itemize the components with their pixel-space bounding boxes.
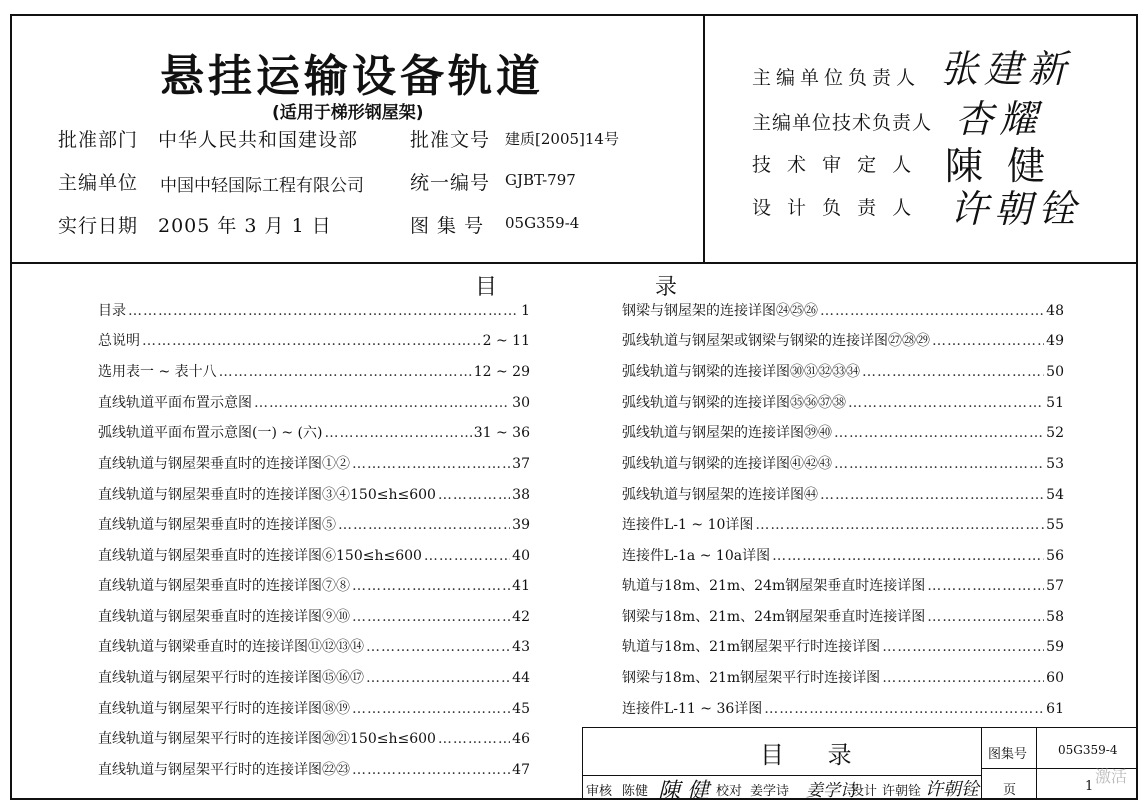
effective-date: 2005 年 3 月 1 日: [158, 215, 332, 237]
leader-dots: [128, 303, 519, 319]
toc-entry-title: 连接件L-11 ~ 36详图: [622, 701, 763, 717]
toc-entry-title: 弧线轨道与钢梁的连接详图㉚㉛㉜㉝㉞: [622, 364, 860, 380]
toc-entry-title: 直线轨道平面布置示意图: [98, 395, 252, 411]
toc-entry-title: 弧线轨道与钢屋架的连接详图㊴㊵: [622, 425, 832, 441]
design-label: 设计: [851, 784, 878, 799]
toc-entry-page: 55: [1046, 517, 1064, 533]
atlas-no-label: 图 集 号: [410, 215, 485, 237]
toc-entry-title: 弧线轨道与钢梁的连接详图㉟㊱㊲㊳: [622, 395, 846, 411]
toc-entry[interactable]: [98, 392, 530, 416]
toc-entry-page: 37: [512, 456, 530, 472]
toc-entry-page: 12 ~ 29: [473, 364, 530, 380]
toc-entry-title: 钢梁与18m、21m、24m钢屋架垂直时连接详图: [622, 609, 926, 625]
review-name: 陈健: [622, 784, 649, 799]
leader-dots: [834, 425, 1044, 441]
toc-entry-page: 49: [1046, 333, 1064, 349]
toc-entry-page: 47: [512, 762, 530, 778]
toc-entry[interactable]: [98, 698, 530, 722]
toc-entry-page: 51: [1046, 395, 1064, 411]
leader-dots: [764, 701, 1044, 717]
toc-entry-title: 直线轨道与钢屋架垂直时的连接详图⑥150≤h≤600: [98, 548, 422, 564]
signature-label: 技 术 审 定 人: [752, 154, 917, 176]
toc-entry-page: 41: [512, 578, 530, 594]
toc-entry-page: 58: [1046, 609, 1064, 625]
design-signature: 许朝铨: [925, 779, 979, 800]
toc-entry-title: 直线轨道与钢屋架垂直时的连接详图⑦⑧: [98, 578, 350, 594]
toc-entry-page: 61: [1046, 701, 1064, 717]
page-label: 页: [1003, 783, 1017, 798]
toc-entry-title: 直线轨道与钢屋架平行时的连接详图⑱⑲: [98, 701, 350, 717]
toc-entry[interactable]: [98, 606, 530, 630]
leader-dots: [834, 456, 1044, 472]
toc-entry[interactable]: [98, 667, 530, 691]
toc-entry-page: 40: [512, 548, 530, 564]
toc-entry[interactable]: [622, 422, 1064, 446]
signature-image: 张建新: [940, 47, 1073, 91]
title-block-title: 目 录: [760, 741, 870, 769]
toc-entry-title: 连接件L-1 ~ 10详图: [622, 517, 754, 533]
approval-doc: 建质[2005]14号: [505, 130, 619, 148]
leader-dots: [424, 548, 510, 564]
leader-dots: [927, 578, 1044, 594]
toc-entry-title: 弧线轨道与钢屋架的连接详图㊹: [622, 487, 818, 503]
toc-entry-title: 直线轨道与钢屋架垂直时的连接详图⑤: [98, 517, 336, 533]
toc-entry-title: 弧线轨道平面布置示意图(一) ~ (六): [98, 425, 323, 441]
signature-label: 主编单位负责人: [752, 67, 921, 89]
document-title: 悬挂运输设备轨道: [160, 51, 544, 102]
toc-entry-page: 60: [1046, 670, 1064, 686]
leader-dots: [142, 333, 481, 349]
toc-entry-title: 直线轨道与钢屋架垂直时的连接详图⑨⑩: [98, 609, 350, 625]
toc-entry[interactable]: [622, 392, 1064, 416]
leader-dots: [324, 425, 471, 441]
signature-label: 设 计 负 责 人: [752, 197, 917, 219]
leader-dots: [254, 395, 510, 411]
leader-dots: [352, 701, 510, 717]
review-signature: 陳 健: [658, 779, 709, 804]
toc-entry[interactable]: [622, 514, 1064, 538]
toc-entry-page: 38: [512, 487, 530, 503]
toc-entry[interactable]: [622, 330, 1064, 354]
toc-entry-page: 59: [1046, 639, 1064, 655]
watermark: 激活: [1095, 767, 1128, 786]
approval-dept-label: 批准部门: [58, 129, 139, 151]
toc-entry-page: 53: [1046, 456, 1064, 472]
toc-entry-page: 1: [521, 303, 530, 319]
leader-dots: [882, 639, 1044, 655]
unified-no: GJBT-797: [505, 171, 576, 189]
leader-dots: [862, 364, 1044, 380]
toc-entry-title: 直线轨道与钢梁垂直时的连接详图⑪⑫⑬⑭: [98, 639, 364, 655]
toc-entry[interactable]: [622, 606, 1064, 630]
leader-dots: [366, 670, 510, 686]
leader-dots: [352, 762, 510, 778]
review-label: 审核: [586, 784, 613, 799]
leader-dots: [772, 548, 1044, 564]
toc-entry[interactable]: [98, 361, 530, 385]
toc-entry-page: 2 ~ 11: [482, 333, 530, 349]
title-block-col-divider: [1036, 727, 1037, 800]
toc-entry[interactable]: [622, 545, 1064, 569]
toc-entry[interactable]: [98, 728, 530, 752]
toc-entry-page: 48: [1046, 303, 1064, 319]
leader-dots: [932, 333, 1044, 349]
toc-entry-title: 目录: [98, 303, 126, 319]
toc-entry-page: 31 ~ 36: [473, 425, 530, 441]
toc-entry-page: 42: [512, 609, 530, 625]
toc-entry-title: 总说明: [98, 333, 140, 349]
toc-entry[interactable]: [98, 759, 530, 783]
toc-entry-title: 直线轨道与钢屋架平行时的连接详图㉒㉓: [98, 762, 350, 778]
approval-dept: 中华人民共和国建设部: [158, 129, 359, 151]
toc-entry-title: 连接件L-1a ~ 10a详图: [622, 548, 771, 564]
design-name: 许朝铨: [882, 784, 922, 799]
toc-entry-title: 钢梁与18m、21m钢屋架平行时连接详图: [622, 670, 881, 686]
toc-entry-page: 52: [1046, 425, 1064, 441]
toc-entry-page: 57: [1046, 578, 1064, 594]
toc-entry[interactable]: [622, 300, 1064, 324]
toc-entry-page: 54: [1046, 487, 1064, 503]
toc-entry[interactable]: [98, 484, 530, 508]
leader-dots: [219, 364, 472, 380]
effective-date-label: 实行日期: [58, 215, 139, 237]
editor-unit: 中国中轻国际工程有限公司: [160, 176, 364, 196]
check-name: 姜学诗: [750, 784, 790, 799]
leader-dots: [927, 609, 1044, 625]
toc-entry[interactable]: [98, 330, 530, 354]
leader-dots: [366, 639, 510, 655]
check-label: 校对: [716, 784, 743, 799]
title-block-col-divider: [981, 727, 982, 800]
leader-dots: [438, 731, 510, 747]
leader-dots: [820, 303, 1044, 319]
toc-entry[interactable]: [622, 667, 1064, 691]
toc-entry[interactable]: [98, 545, 530, 569]
leader-dots: [820, 487, 1044, 503]
toc-entry-page: 56: [1046, 548, 1064, 564]
leader-dots: [882, 670, 1044, 686]
toc-entry-title: 直线轨道与钢屋架平行时的连接详图⑮⑯⑰: [98, 670, 364, 686]
toc-heading-right: 录: [655, 275, 678, 300]
leader-dots: [438, 487, 510, 503]
toc-entry[interactable]: [622, 575, 1064, 599]
toc-entry[interactable]: [98, 453, 530, 477]
atlas-no-label: 图集号: [988, 747, 1028, 762]
leader-dots: [848, 395, 1044, 411]
toc-entry-page: 44: [512, 670, 530, 686]
toc-entry[interactable]: [622, 484, 1064, 508]
toc-entry-page: 45: [512, 701, 530, 717]
leader-dots: [352, 456, 510, 472]
approval-doc-label: 批准文号: [410, 129, 491, 151]
toc-entry-title: 轨道与18m、21m、24m钢屋架垂直时连接详图: [622, 578, 926, 594]
toc-entry[interactable]: [622, 453, 1064, 477]
toc-entry-page: 30: [512, 395, 530, 411]
toc-entry[interactable]: [622, 636, 1064, 660]
check-signature: 姜学诗: [806, 781, 857, 801]
toc-entry[interactable]: [622, 361, 1064, 385]
toc-entry-page: 46: [512, 731, 530, 747]
leader-dots: [755, 517, 1044, 533]
signature-image: 陳 健: [945, 144, 1052, 188]
toc-entry[interactable]: [98, 422, 530, 446]
toc-entry-page: 39: [512, 517, 530, 533]
toc-entry-title: 钢梁与钢屋架的连接详图㉔㉕㉖: [622, 303, 818, 319]
header-divider: [10, 262, 1138, 264]
toc-entry[interactable]: [98, 514, 530, 538]
editor-unit-label: 主编单位: [58, 172, 139, 194]
toc-heading-left: 目: [475, 275, 498, 300]
leader-dots: [338, 517, 510, 533]
toc-entry-page: 43: [512, 639, 530, 655]
toc-entry[interactable]: [98, 636, 530, 660]
toc-entry[interactable]: [622, 698, 1064, 722]
toc-entry-title: 直线轨道与钢屋架垂直时的连接详图①②: [98, 456, 350, 472]
toc-entry-title: 选用表一 ~ 表十八: [98, 364, 217, 380]
toc-entry-title: 弧线轨道与钢梁的连接详图㊶㊷㊸: [622, 456, 832, 472]
toc-entry[interactable]: [98, 300, 530, 324]
signature-label: 主编单位技术负责人: [752, 112, 933, 134]
page-number: 1: [1085, 779, 1094, 794]
unified-no-label: 统一编号: [410, 172, 491, 194]
toc-entry-title: 直线轨道与钢屋架平行时的连接详图⑳㉑150≤h≤600: [98, 731, 436, 747]
toc-entry-page: 50: [1046, 364, 1064, 380]
toc-entry-title: 弧线轨道与钢屋架或钢梁与钢梁的连接详图㉗㉘㉙: [622, 333, 930, 349]
header-vertical-divider: [703, 14, 705, 263]
signature-image: 许朝铨: [950, 187, 1083, 231]
document-subtitle: (适用于梯形钢屋架): [272, 103, 424, 123]
leader-dots: [352, 609, 510, 625]
leader-dots: [352, 578, 510, 594]
toc-entry-title: 直线轨道与钢屋架垂直时的连接详图③④150≤h≤600: [98, 487, 436, 503]
toc-entry-title: 轨道与18m、21m钢屋架平行时连接详图: [622, 639, 881, 655]
signature-image: 杏耀: [955, 97, 1044, 141]
toc-entry[interactable]: [98, 575, 530, 599]
atlas-no: 05G359-4: [1058, 743, 1118, 757]
atlas-no: 05G359-4: [505, 214, 580, 232]
